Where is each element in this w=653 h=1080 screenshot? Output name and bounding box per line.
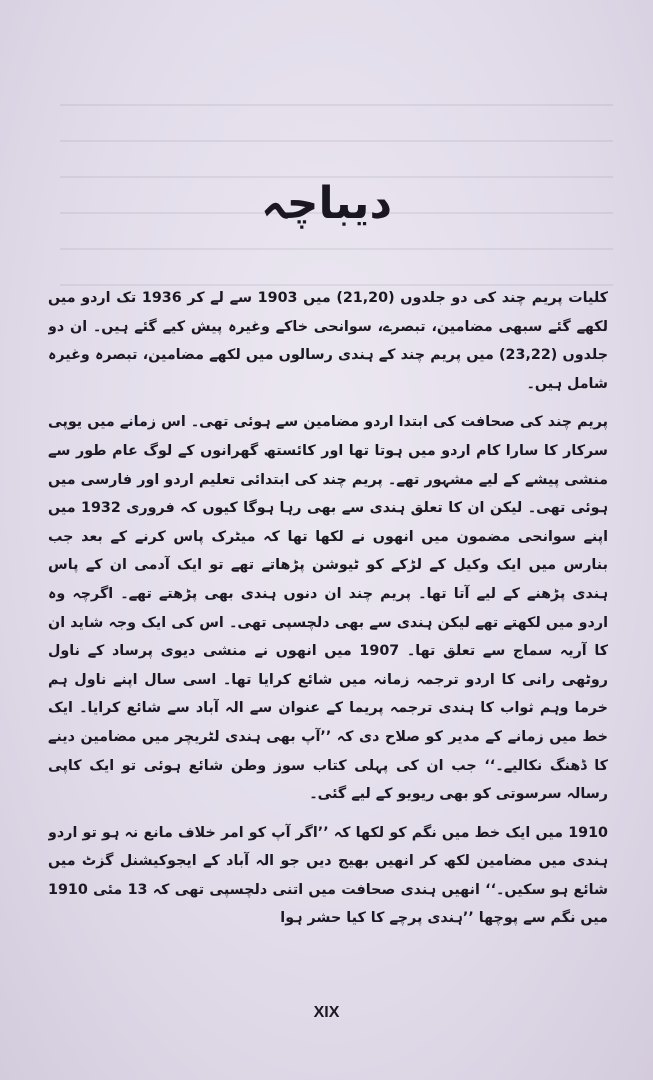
- paragraph-1: کلیات پریم چند کی دو جلدوں (21,20) میں 1903 سے لے کر 1936 تک اردو میں لکھے گئے سبھی مضامین، تبصرے، سوانحی خاکے وغیرہ پیش کیے گئے ہیں۔ ان دو جلدوں (23,22) میں پریم چند کے ہندی رسالوں میں لکھے مضامین، تبصرہ وغیرہ شامل ہیں۔: [48, 290, 608, 392]
- page-number: XIX: [313, 1004, 340, 1021]
- paragraph-2: پریم چند کی صحافت کی ابتدا اردو مضامین سے ہوئی تھی۔ اس زمانے میں یوپی سرکار کا سارا کام اردو میں ہوتا تھا اور کائستھ گھرانوں کے لوگ عام طور سے منشی پیشے کے لیے مشہور تھے۔ پریم چند کی ابتدائی تعلیم اردو اور فارسی میں ہوئی تھی۔ لیکن ان کا تعلق ہندی سے بھی رہا ہوگا کیوں کہ فروری 1932 میں اپنے سوانحی مضمون میں انھوں نے لکھا تھا کہ میٹرک پاس کرنے کے بعد جب بنارس میں ایک وکیل کے لڑکے کو ٹیوشن پڑھاتے تھے تو ایک آدمی ان کے پاس ہندی پڑھنے کے لیے آتا تھا۔ پریم چند ان دنوں ہندی بھی پڑھتے تھے۔ اگرچہ وہ اردو میں لکھتے تھے لیکن ہندی سے بھی دلچسپی تھی۔ اس کی ایک وجہ شاید ان کا آریہ سماج سے تعلق تھا۔ 1907 میں انھوں نے منشی دیوی پرساد کے ناول روٹھی رانی کا اردو ترجمہ زمانہ میں شائع کرایا تھا۔ اسی سال اپنے ناول ہم خرما وہم ثواب کا ہندی ترجمہ پریما کے عنوان سے الہ آباد سے شائع کرایا۔ ایک خط میں زمانے کے مدیر کو صلاح دی کہ ’’آپ بھی ہندی لٹریچر میں مضامین دینے کا ڈھنگ نکالیے۔‘‘ جب ان کی پہلی کتاب سوز وطن شائع ہوئی تو ایک کاپی رسالہ سرسوتی کو بھی ریویو کے لیے گئی۔: [48, 414, 608, 803]
- page-title: دیباچہ: [260, 178, 393, 229]
- body-text: [48, 284, 608, 984]
- paragraph-3: 1910 میں ایک خط میں نگم کو لکھا کہ ’’اگر آپ کو امر خلاف مانع نہ ہو تو اردو ہندی میں مضامین لکھ کر انھیں بھیج دیں جو الہ آباد کے ایجوکیشنل گزٹ میں شائع ہو سکیں۔‘‘ انھیں ہندی صحافت میں اتنی دلچسپی تھی کہ 13 مئی 1910 میں نگم سے پوچھا ’’ہندی پرچے کا کیا حشر ہوا: [48, 824, 608, 927]
